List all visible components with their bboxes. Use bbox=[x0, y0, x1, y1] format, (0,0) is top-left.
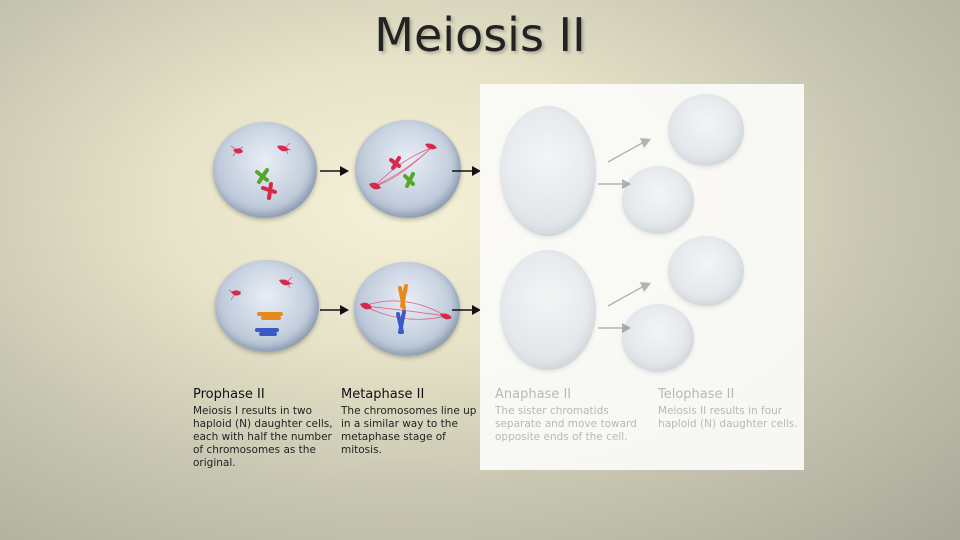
arrow-icon bbox=[598, 320, 632, 334]
arrow-icon bbox=[452, 303, 482, 317]
arrow-icon bbox=[608, 280, 652, 310]
stage-title-anaphase: Anaphase II bbox=[495, 387, 572, 402]
arrow-icon bbox=[320, 164, 350, 178]
metaphase-cell-top bbox=[355, 120, 461, 218]
anaphase-cell-bottom bbox=[500, 250, 596, 370]
arrow-icon bbox=[598, 176, 632, 190]
stage-desc-prophase: Meiosis I results in two haploid (N) daughter cells, each with half the number of chromosomes as the original. bbox=[193, 405, 333, 469]
anaphase-cell-top bbox=[500, 106, 596, 236]
arrow-icon bbox=[320, 303, 350, 317]
telophase-cell-2 bbox=[622, 166, 694, 234]
slide-title: Meiosis II bbox=[374, 8, 586, 62]
stage-title-telophase: Telophase II bbox=[658, 387, 735, 402]
telophase-cell-4 bbox=[622, 304, 694, 372]
stage-desc-anaphase: The sister chromatids separate and move toward opposite ends of the cell. bbox=[495, 405, 637, 443]
stage-desc-telophase: Meiosis II results in four haploid (N) daughter cells. bbox=[658, 405, 798, 430]
prophase-cell-bottom bbox=[215, 260, 319, 352]
telophase-cell-3 bbox=[668, 236, 744, 306]
arrow-icon bbox=[608, 136, 652, 166]
stage-title-prophase: Prophase II bbox=[193, 387, 265, 402]
prophase-cell-top bbox=[213, 122, 317, 218]
stage-desc-metaphase: The chromosomes line up in a similar way to the metaphase stage of mitosis. bbox=[341, 405, 477, 456]
arrow-icon bbox=[452, 164, 482, 178]
metaphase-cell-bottom bbox=[354, 262, 460, 356]
stage-title-metaphase: Metaphase II bbox=[341, 387, 425, 402]
telophase-cell-1 bbox=[668, 94, 744, 166]
